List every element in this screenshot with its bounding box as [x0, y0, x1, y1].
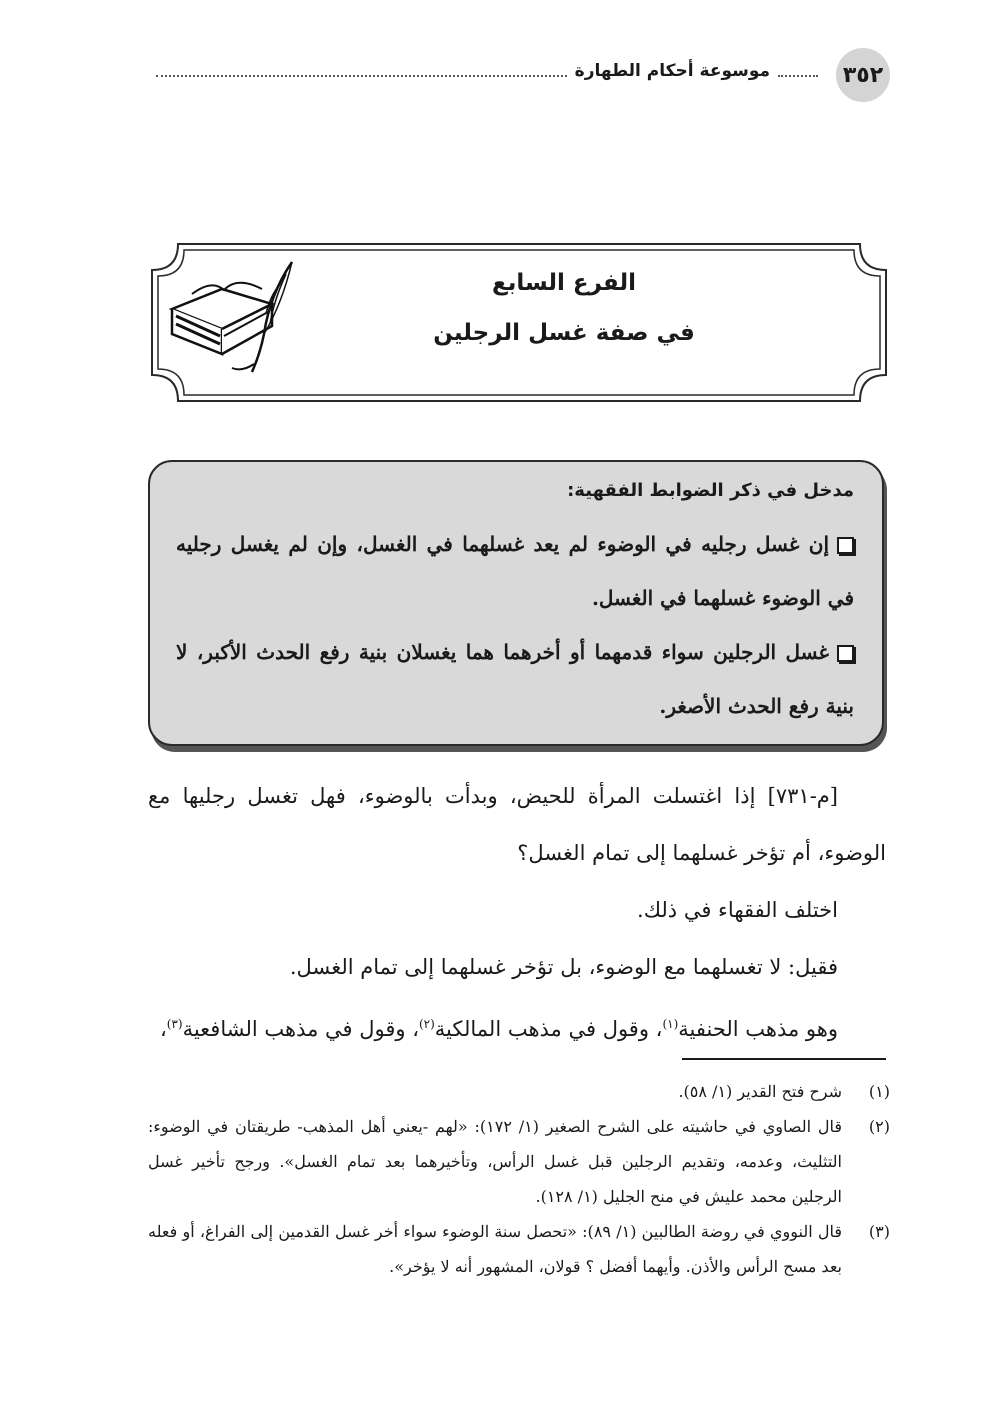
- checkbox-icon: [837, 537, 854, 554]
- rules-heading: مدخل في ذكر الضوابط الفقهية:: [567, 480, 854, 501]
- footnote-text: شرح فتح القدير (١/ ٥٨).: [678, 1082, 842, 1101]
- page-number: ٣٥٢: [836, 48, 890, 102]
- rule-text: غسل الرجلين سواء قدمهما أو أخرهما هما يغسلان بنية رفع الحدث الأكبر، لا بنية رفع الحدث الأصغر.: [176, 640, 854, 718]
- footnote-number: (٢): [868, 1117, 890, 1136]
- schools-paragraph: [148, 996, 886, 1058]
- leader-dots-left: [156, 75, 567, 77]
- schools-text: وهو مذهب الحنفية: [678, 1017, 838, 1041]
- main-body: [148, 768, 886, 1058]
- footnote-number: (١): [868, 1082, 890, 1101]
- checkbox-icon: [837, 645, 854, 662]
- footnote: [148, 1074, 890, 1109]
- section-title: [298, 270, 830, 346]
- footnote: [148, 1109, 890, 1214]
- schools-text: ،: [159, 1017, 167, 1041]
- footnote-ref: (٢): [418, 1017, 435, 1031]
- section-title-line1: الفرع السابع: [491, 270, 636, 296]
- page-header: [148, 48, 890, 100]
- book-quill-icon: [162, 254, 302, 384]
- rule-text: إن غسل رجليه في الوضوء لم يعد غسلهما في الغسل، وإن لم يغسل رجليه في الوضوء غسلهما في الغسل.: [176, 532, 854, 610]
- footnote-number: (٣): [868, 1222, 890, 1241]
- footnote-ref: (٣): [166, 1017, 183, 1031]
- first-opinion-paragraph: فقيل: لا تغسلهما مع الوضوء، بل تؤخر غسلهما إلى تمام الغسل.: [289, 955, 838, 979]
- running-title-row: [148, 56, 826, 86]
- footnote: [148, 1214, 890, 1284]
- disagreement-paragraph: اختلف الفقهاء في ذلك.: [637, 898, 838, 922]
- schools-text: ، وقول في مذهب المالكية: [434, 1017, 663, 1041]
- footnote-separator: [682, 1058, 886, 1060]
- footnotes: [148, 1074, 890, 1284]
- rule-item: [176, 517, 854, 625]
- footnote-text: قال الصاوي في حاشيته على الشرح الصغير (١/ ١٧٢): «لهم -يعني أهل المذهب- طريقتان في الوضوء: التثليث، وعدمه، وتقديم الرجلين قبل غسل الرأس، وتأخيرهما بعد تمام الغسل». ورجح تأخير غسل الرجلين محمد عليش في منح الجليل (١/ ١٢٨).: [148, 1117, 842, 1206]
- section-title-frame: [148, 240, 890, 405]
- issue-paragraph: [م-٧٣١] إذا اغتسلت المرأة للحيض، وبدأت بالوضوء، فهل تغسل رجليها مع الوضوء، أم تؤخر غسلهما إلى تمام الغسل؟: [148, 784, 886, 865]
- rule-item: [176, 625, 854, 733]
- jurisprudential-rules-box: [148, 460, 884, 746]
- leader-dots-right: [778, 75, 818, 77]
- footnote-ref: (١): [662, 1017, 679, 1031]
- footnote-text: قال النووي في روضة الطالبين (١/ ٨٩): «تحصل سنة الوضوء سواء أخر غسل القدمين إلى الفراغ، أو فعله بعد مسح الرأس والأذن. وأيهما أفضل ؟ قولان، المشهور أنه لا يؤخر».: [148, 1222, 843, 1276]
- running-title: موسوعة أحكام الطهارة: [574, 61, 770, 81]
- schools-text: ، وقول في مذهب الشافعية: [182, 1017, 419, 1041]
- section-title-line2: في صفة غسل الرجلين: [433, 320, 695, 346]
